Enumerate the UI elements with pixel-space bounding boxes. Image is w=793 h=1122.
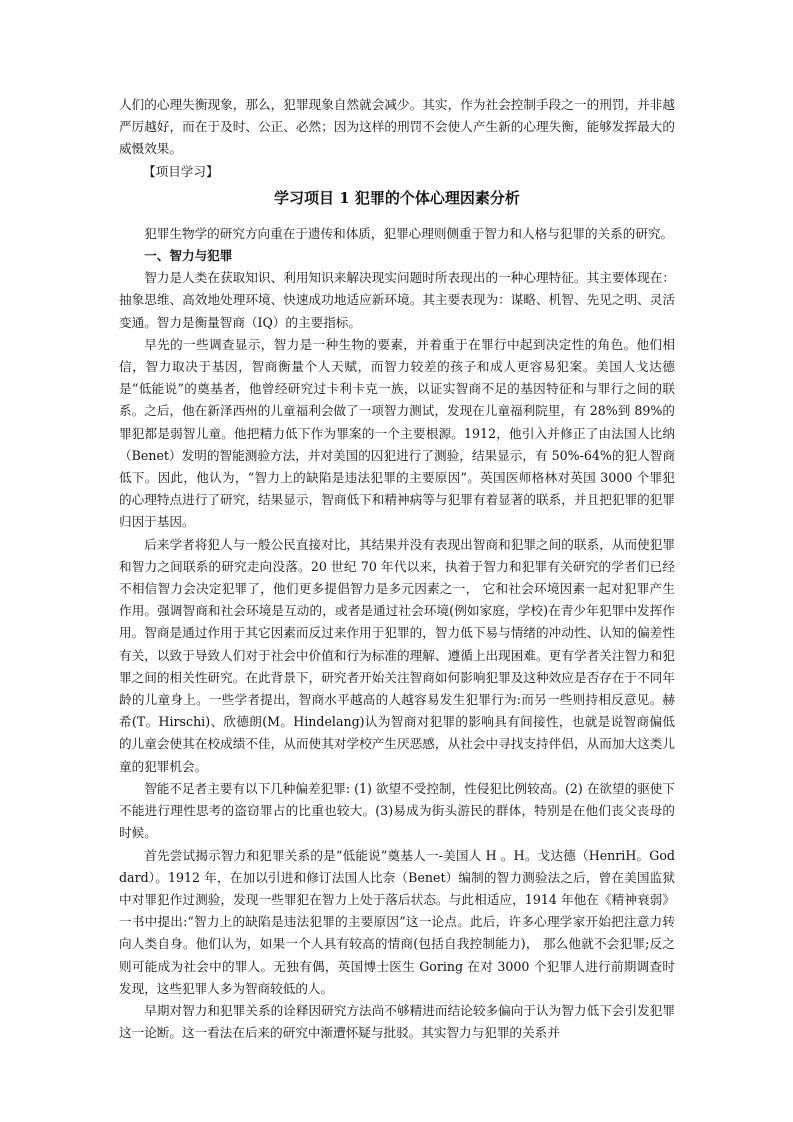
page-title: 学习项目 1 犯罪的个体心理因素分析 [274,188,520,207]
document-page [119,94,675,1044]
body-paragraph: 首先尝试揭示智力和犯罪关系的是“低能说”奠基人一-美国人 H 。H。戈达德（HenriH。Goddard）。1912 年，在加以引进和修订法国人比奈（Benet）编制的智力测验法之后，曾在美国监狱中对罪犯作过测验，发现一些罪犯在智力上处于落后状态。与此相适应，1914 年他在《精神衰弱》一书中提出:“智力上的缺陷是违法犯罪的主要原因”这一论点。此后，许多心理学家开始把注意力转向人类自身。他们认为，如果一个人具有较高的情商(包括自我控制能力)， 那么他就不会犯罪;反之则可能成为社会中的罪人。无独有偶，英国博士医生 Goring 在对 3000 个犯罪人进行前期调查时发现，这些犯罪人多为智商较低的人。 [119,847,675,996]
body-paragraph: 智力是人类在获取知识、利用知识来解决现实问题时所表现出的一种心理特征。其主要体现在：抽象思维、高效地处理环境、快速成功地适应新环境。其主要表现为：谋略、机智、先见之明、灵活变通。智力是衡量智商（IQ）的主要指标。 [119,270,675,330]
body-paragraph: 早先的一些调查显示，智力是一种生物的要素，并着重于在罪行中起到决定性的角色。他们相信，智力取决于基因，智商衡量个人天赋，而智力较差的孩子和成人更容易犯案。美国人戈达德是“低能说”的奠基者，他曾经研究过卡利卡克一族，以证实智商不足的基因特征和与罪行之间的联系。之后，他在新泽西州的儿童福利会做了一项智力测试，发现在儿童福利院里，有 28%到 89%的罪犯都是弱智儿童。他把精力低下作为罪案的一个主要根源。1912，他引入并修正了由法国人比纳（Benet）发明的智能测验方法，并对美国的囚犯进行了测验，结果显示，有 50%-64%的犯人智商低下。因此，他认为，“智力上的缺陷是违法犯罪的主要原因”。英国医师格林对英国 3000 个罪犯的心理特点进行了研究，结果显示，智商低下和精神病等与犯罪有着显著的联系，并且把犯罪的犯罪归因于基因。 [119,336,675,530]
body-paragraph: 后来学者将犯人与一般公民直接对比，其结果并没有表现出智商和犯罪之间的联系，从而使犯罪和智力之间联系的研究走向没落。20 世纪 70 年代以来，执着于智力和犯罪有关研究的学者们已经不相信智力会决定犯罪了，他们更多提倡智力是多元因素之一， 它和社会环境因素一起对犯罪产生作用。强调智商和社会环境是互动的，或者是通过社会环境(例如家庭，学校)在青少年犯罪中发挥作用。智商是通过作用于其它因素而反过来作用于犯罪的，智力低下易与情绪的冲动性、认知的偏差性有关，以致于导致人们对于社会中价值和行为标准的理解、遵循上出现困难。更有学者关注智力和犯罪之间的相关性研究。在此背景下，研究者开始关注智商如何影响犯罪及这种效应是否存在于不同年龄的儿童身上。一些学者提出，智商水平越高的人越容易发生犯罪行为:而另一些则持相反意见。赫希(T。Hirschi)、欣德朗(M。Hindelang)认为智商对犯罪的影响具有间接性，也就是说智商偏低的儿童会使其在校成绩不佳，从而使其对学校产生厌恶感，从社会中寻找支持伴侣，从而加大这类儿童的犯罪机会。 [119,536,675,774]
section-heading: 一、智力与犯罪 [144,248,233,264]
intro-paragraph: 人们的心理失衡现象，那么，犯罪现象自然就会减少。其实，作为社会控制手段之一的刑罚，并非越严厉越好，而在于及时、公正、必然；因为这样的刑罚不会使人产生新的心理失衡，能够发挥最大的威慑效果。 [119,97,675,157]
body-paragraph: 智能不足者主要有以下几种偏差犯罪: (1) 欲望不受控制，性侵犯比例较高。(2) 在欲望的驱使下不能进行理性思考的盗窃罪占的比重也较大。(3)易成为街头游民的群体，特别是在他们丧父丧母的时候。 [119,780,675,841]
lead-paragraph: 犯罪生物学的研究方向重在于遗传和体质，犯罪心理则侧重于智力和人格与犯罪的关系的研究。 [144,225,674,241]
body-paragraph: 早期对智力和犯罪关系的诠释因研究方法尚不够精进而结论较多偏向于认为智力低下会引发犯罪这一论断。这一看法在后来的研究中渐遭怀疑与批驳。其实智力与犯罪的关系并 [119,1002,675,1041]
project-tag: 【项目学习】 [143,163,219,179]
